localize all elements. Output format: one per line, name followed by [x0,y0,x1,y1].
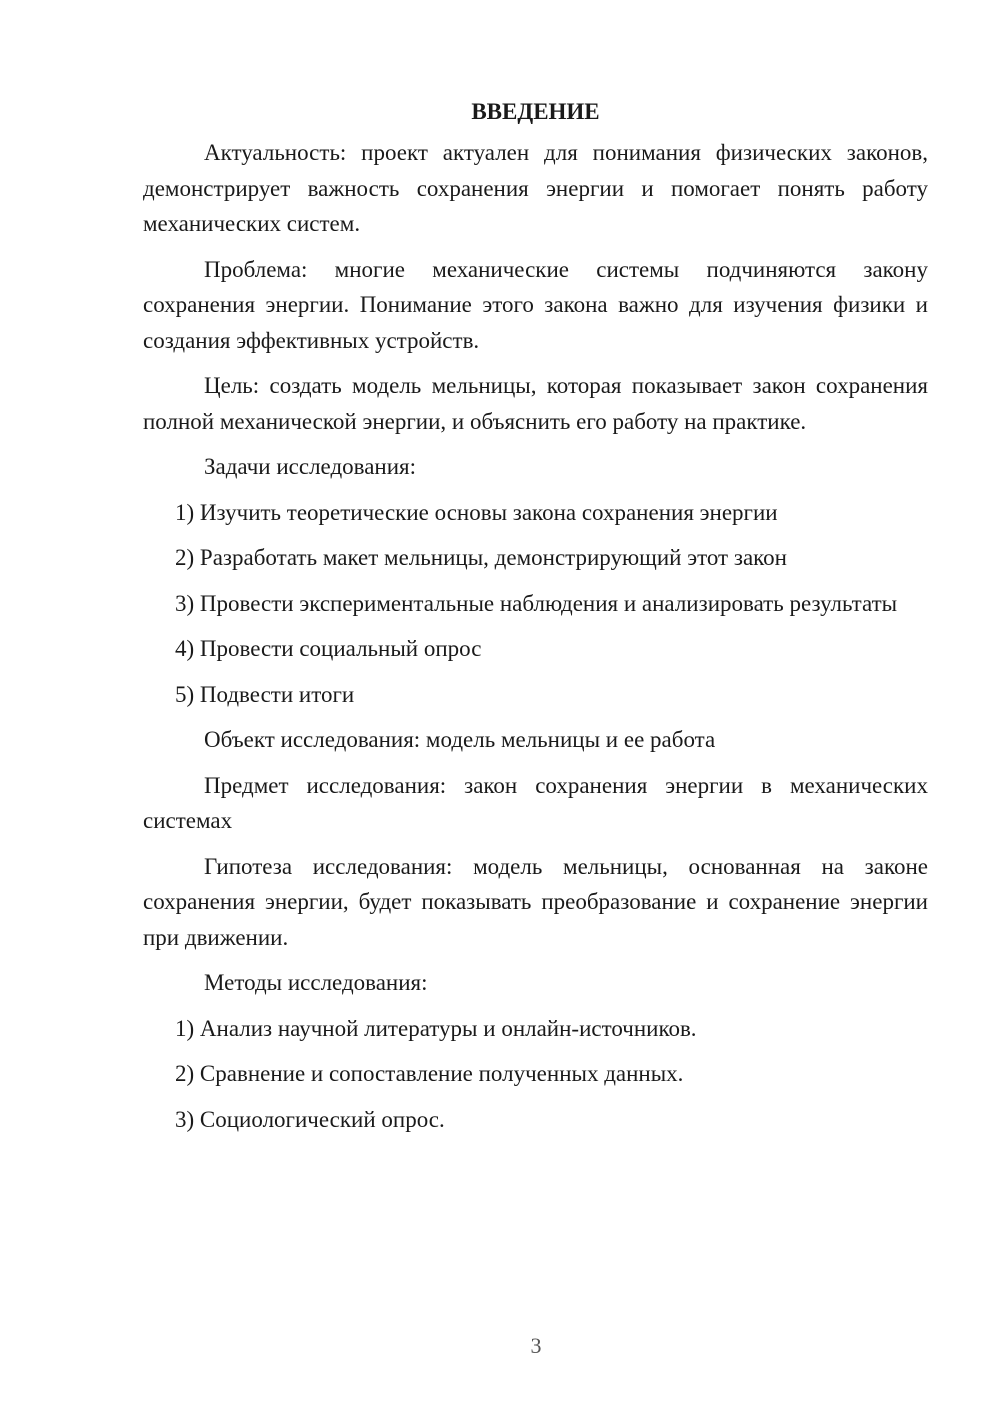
task-item-3: 3) Провести экспериментальные наблюдения и анализировать результаты [175,590,898,616]
methods-title: Методы исследования: [204,970,428,995]
method-item-2: 2) Сравнение и сопоставление полученных данных. [175,1061,684,1086]
task-item-1: 1) Изучить теоретические основы закона сохранения энергии [175,499,778,525]
method-item-3: 3) Социологический опрос. [175,1106,445,1132]
page-number: 3 [530,1333,542,1358]
task-item-2: 2) Разработать макет мельницы, демонстрирующий этот закон [175,545,787,570]
method-item-1: 1) Анализ научной литературы и онлайн-источников. [175,1015,697,1041]
object-paragraph: Объект исследования: модель мельницы и ее работа [204,727,716,752]
relevance-paragraph: Актуальность: проект актуален для понимания физических законов, демонстрирует важность сохранения энергии и помогает понять работу механических систем. [143,140,928,236]
section-heading: ВВЕДЕНИЕ [471,99,600,124]
task-item-4: 4) Провести социальный опрос [175,636,482,661]
hypothesis-paragraph: Гипотеза исследования: модель мельницы, основанная на законе сохранения энергии, будет показывать преобразование и сохранение энергии при движении. [143,853,928,950]
goal-paragraph: Цель: создать модель мельницы, которая показывает закон сохранения полной механической энергии, и объяснить его работу на практике. [143,373,928,434]
subject-paragraph: Предмет исследования: закон сохранения энергии в механических системах [143,772,928,833]
page-content [143,97,928,1147]
tasks-title: Задачи исследования: [204,454,417,479]
problem-paragraph: Проблема: многие механические системы подчиняются закону сохранения энергии. Понимание этого закона важно для изучения физики и создания эффективных устройств. [143,256,928,353]
task-item-5: 5) Подвести итоги [175,681,355,707]
